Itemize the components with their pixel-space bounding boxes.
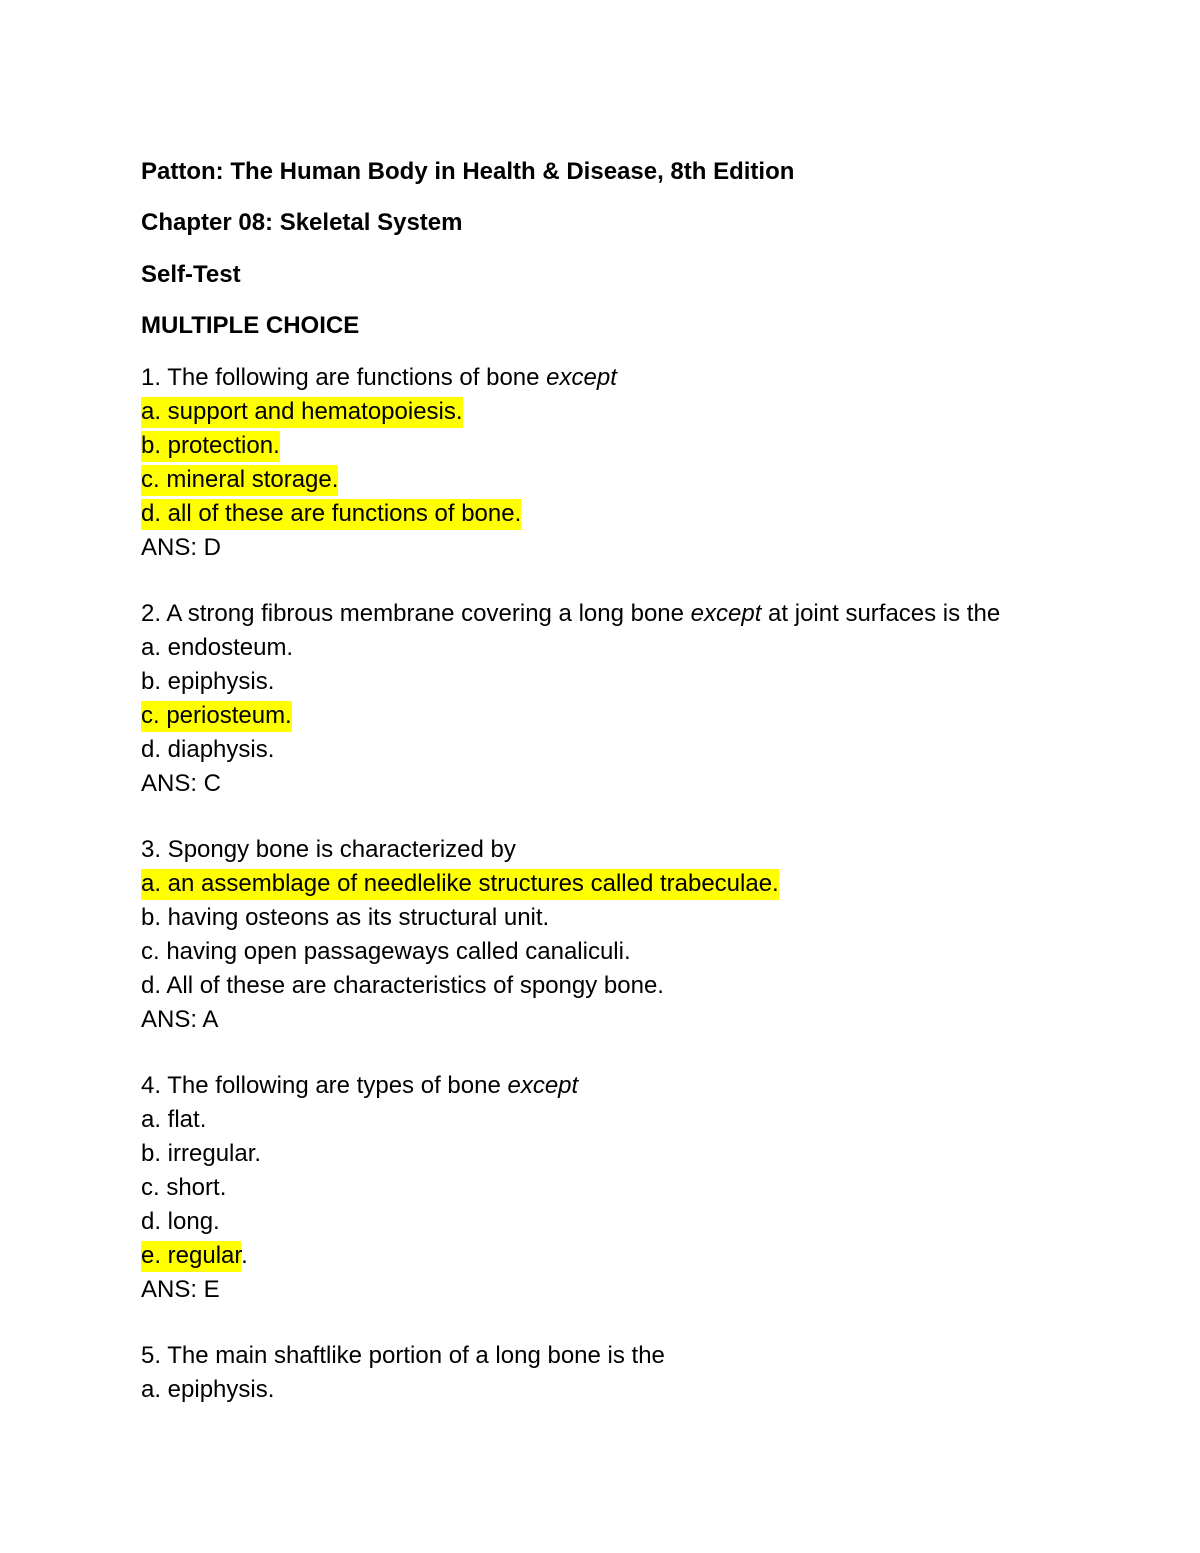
section-heading: Self-Test xyxy=(141,261,241,288)
stem-text: 4. The following are types of bone xyxy=(141,1072,508,1099)
stem-emphasis: except xyxy=(546,364,617,391)
option-a: a. flat. xyxy=(141,1106,207,1133)
option-d: d. all of these are functions of bone. xyxy=(141,497,1141,531)
answer: ANS: E xyxy=(141,1276,220,1303)
question-1 xyxy=(141,361,1141,565)
option-a: a. support and hematopoiesis. xyxy=(141,395,1141,429)
option-b: b. epiphysis. xyxy=(141,668,275,695)
chapter-heading: Chapter 08: Skeletal System xyxy=(141,209,463,236)
question-2 xyxy=(141,597,1141,801)
option-c: c. having open passageways called canaliculi. xyxy=(141,938,631,965)
question-4 xyxy=(141,1069,1141,1307)
stem-text: 3. Spongy bone is characterized by xyxy=(141,836,516,863)
question-stem xyxy=(141,1339,1141,1373)
answer: ANS: C xyxy=(141,770,222,797)
question-stem xyxy=(141,833,1141,867)
question-5 xyxy=(141,1339,1141,1407)
option-c: c. mineral storage. xyxy=(141,463,1141,497)
option-d: d. diaphysis. xyxy=(141,736,275,763)
stem-emphasis: except xyxy=(507,1072,579,1099)
answer: ANS: D xyxy=(141,534,222,561)
document-title: Patton: The Human Body in Health & Disease, 8th Edition xyxy=(141,158,795,185)
answer: ANS: A xyxy=(141,1006,219,1033)
stem-text: 2. A strong fibrous membrane covering a long bone xyxy=(141,600,691,627)
stem-emphasis: except xyxy=(690,600,762,627)
option-d: d. All of these are characteristics of spongy bone. xyxy=(141,972,664,999)
option-b: b. protection. xyxy=(141,429,1141,463)
option-c: c. short. xyxy=(141,1174,227,1201)
option-e: e. regular. xyxy=(141,1239,1141,1273)
option-b: b. irregular. xyxy=(141,1140,262,1167)
option-a: a. endosteum. xyxy=(141,634,294,661)
option-a: a. an assemblage of needlelike structures called trabeculae. xyxy=(141,867,1141,901)
question-stem xyxy=(141,1069,1141,1103)
option-b: b. having osteons as its structural unit. xyxy=(141,904,550,931)
option-c: c. periosteum. xyxy=(141,699,1141,733)
option-d: d. long. xyxy=(141,1208,220,1235)
subsection-heading: MULTIPLE CHOICE xyxy=(141,312,360,339)
question-stem xyxy=(141,361,1141,395)
stem-text: 1. The following are functions of bone xyxy=(141,364,547,391)
question-3 xyxy=(141,833,1141,1037)
question-stem xyxy=(141,597,1141,631)
option-a: a. epiphysis. xyxy=(141,1376,275,1403)
stem-text-after: at joint surfaces is the xyxy=(761,600,1001,627)
stem-text: 5. The main shaftlike portion of a long bone is the xyxy=(141,1342,665,1369)
